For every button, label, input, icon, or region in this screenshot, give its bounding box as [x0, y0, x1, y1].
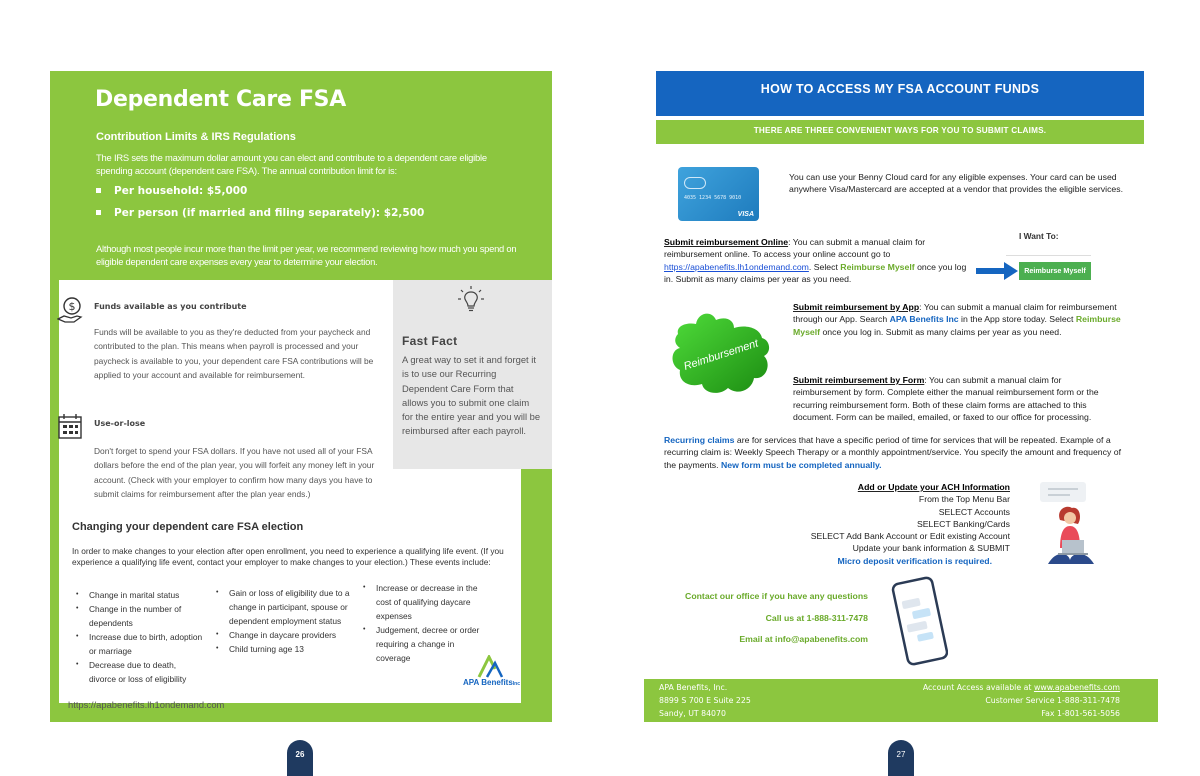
- form-label: Submit reimbursement by Form: [793, 375, 925, 385]
- list-item: • Increase due to birth, adoption or marriage: [74, 630, 204, 658]
- list-item: • Change in daycare providers: [214, 628, 354, 642]
- apa-logo: [463, 655, 525, 691]
- card-number: 4035 1234 5678 9010: [684, 195, 742, 201]
- use-or-lose-text: Don't forget to spend your FSA dollars. If you have not used all of your FSA dollars before the end of the plan year, you will forfeit any money left in your account. (Check with your employer to confirm how many days you have to submit claims for reimbursement after the plan year ends.): [94, 446, 375, 499]
- list-item: • Increase or decrease in the cost of qualifying daycare expenses: [361, 581, 489, 623]
- page-number: 26: [287, 740, 313, 776]
- reimburse-myself-button[interactable]: Reimburse Myself: [1019, 262, 1091, 280]
- access-header: HOW TO ACCESS MY FSA ACCOUNT FUNDS: [656, 71, 1144, 116]
- form-section-top: [793, 374, 1121, 423]
- funds-heading: Funds available as you contribute: [94, 302, 247, 311]
- money-hand-icon: [57, 297, 83, 325]
- change-election-title: Changing your dependent care FSA election: [72, 521, 304, 533]
- svg-text:$: $: [68, 300, 76, 313]
- review-note: Although most people incur more than the limit per year, we recommend reviewing how much you spend on eligible dependent care expenses every year to determine your election.: [96, 243, 517, 267]
- events-column-2: [214, 586, 354, 656]
- bullet-household: Per household: $5,000: [96, 185, 247, 197]
- list-item: • Change in marital status: [74, 588, 204, 602]
- footer-contact: Account Access available at www.apabenefits.com Customer Service 1-888-311-7478 Fax 1-801-561-5056: [922, 683, 1120, 718]
- contact-phone: Call us at 1-888-311-7478: [765, 613, 868, 623]
- fast-fact-text: A great way to set it and forget it is to use our Recurring Dependent Care Form that allows you to submit one claim for the entire year and you will be reimbursed after each payroll.: [402, 354, 541, 437]
- list-item: • Child turning age 13: [214, 642, 354, 656]
- i-want-to-panel: [1006, 225, 1091, 256]
- portal-link[interactable]: https://apabenefits.lh1ondemand.com: [664, 261, 809, 272]
- page-number: 27: [888, 740, 914, 776]
- ach-note: Micro deposit verification is required.: [837, 555, 992, 566]
- events-column-3: [361, 581, 489, 665]
- lightbulb-icon: [457, 285, 485, 315]
- contact-questions: Contact our office if you have any questions: [685, 591, 868, 601]
- intro-text: The IRS sets the maximum dollar amount you can elect and contribute to a dependent care eligible spending account (dependent care FSA). The annual contribution limit for is:: [96, 152, 487, 176]
- ach-title: Add or Update your ACH Information: [857, 482, 1010, 492]
- ach-line: SELECT Add Bank Account or Edit existing Account: [810, 531, 1010, 542]
- credit-card-icon: [678, 167, 759, 221]
- funds-text: Funds will be available to you as they're deducted from your paycheck and contributed to the plan. This means when payroll is processed and your paycheck is available to you, your dependent care FSA contributions will be applied to your account and available for reimbursement.: [94, 327, 374, 380]
- page-title: Dependent Care FSA: [95, 87, 346, 112]
- card-brand: VISA: [737, 211, 754, 218]
- section-subhead: Contribution Limits & IRS Regulations: [96, 131, 296, 143]
- online-label: Submit reimbursement Online: [664, 237, 789, 247]
- contact-email: Email at info@apabenefits.com: [739, 634, 868, 644]
- access-subheader: THERE ARE THREE CONVENIENT WAYS FOR YOU TO SUBMIT CLAIMS.: [656, 120, 1144, 144]
- ach-line: Update your bank information & SUBMIT: [852, 543, 1010, 554]
- events-column-1: [74, 588, 204, 686]
- change-election-intro: In order to make changes to your election after open enrollment, you need to experience a qualifying life event. (If you experience a qualifying life event, contact your employer to make changes to your election.) These events include:: [72, 546, 504, 567]
- app-label: Submit reimbursement by App: [793, 302, 920, 312]
- i-want-to-label: I Want To:: [1019, 231, 1059, 241]
- logo-mark-icon: [475, 655, 505, 679]
- puzzle-piece-icon: [668, 304, 780, 400]
- woman-laptop-icon: [1038, 480, 1104, 572]
- logo-text: APA Benefits: [463, 678, 513, 687]
- puzzle-label: Reimbursement: [682, 337, 760, 373]
- online-section: Submit reimbursement Online: You can submit a manual claim for reimbursement online. To access your online account go to https://apabenefits.lh1ondemand.com. Select Reimburse Myself once you log in. Submit as many claims per year as you need.: [664, 237, 967, 284]
- ach-line: SELECT Accounts: [938, 506, 1010, 517]
- footer-address: APA Benefits, Inc. 8899 S 700 E Suite 225 Sandy, UT 84070: [659, 683, 751, 718]
- list-item: • Gain or loss of eligibility due to a change in participant, spouse or dependent employment status: [214, 586, 354, 628]
- use-or-lose-heading: Use-or-lose: [94, 419, 146, 428]
- logo-suffix: Inc: [512, 681, 521, 687]
- card-text: You can use your Benny Cloud card for any eligible expenses. Your card can be used anywhere Visa/Mastercard are accepted at a vendor that provides the eligible services.: [789, 172, 1124, 195]
- ach-line: SELECT Banking/Cards: [916, 518, 1010, 529]
- calendar-icon: [57, 412, 83, 440]
- list-item: • Change in the number of dependents: [74, 602, 204, 630]
- portal-url: https://apabenefits.lh1ondemand.com: [68, 699, 225, 710]
- footer-link[interactable]: www.apabenefits.com: [1033, 683, 1120, 692]
- arrow-icon: [976, 262, 1018, 280]
- ach-section: [760, 481, 1010, 567]
- list-item: • Judgement, decree or order requiring a change in coverage: [361, 623, 489, 665]
- app-section: Submit reimbursement by App: You can submit a manual claim for reimbursement through our App. Search APA Benefits Inc in the App store today. Select Reimburse Myself once you log in. Submit as many claims per year as you need.: [793, 302, 1121, 337]
- ach-line: From the Top Menu Bar: [918, 494, 1010, 505]
- list-item: • Decrease due to death, divorce or loss of eligibility: [74, 658, 204, 686]
- fast-fact-title: Fast Fact: [402, 334, 458, 348]
- form-text: : You can submit a manual claim for reimbursement by form. Complete either the manual reimbursement form or the recurring reimbursement form. Both of these claim forms are attached to this document. Form can be mailed, emailed, or faxed to our office for processing.: [793, 375, 1099, 422]
- recurring-section: Recurring claims are for services that have a specific period of time for services that will be repeated. Example of a recurring claim is: Weekly Speech Therapy or a monthly appointment/service. You specify the amount and frequency of the payments. New form must be completed annually.: [664, 435, 1121, 470]
- bullet-person: Per person (if married and filing separately): $2,500: [96, 207, 424, 219]
- phone-chat-icon: [890, 576, 948, 666]
